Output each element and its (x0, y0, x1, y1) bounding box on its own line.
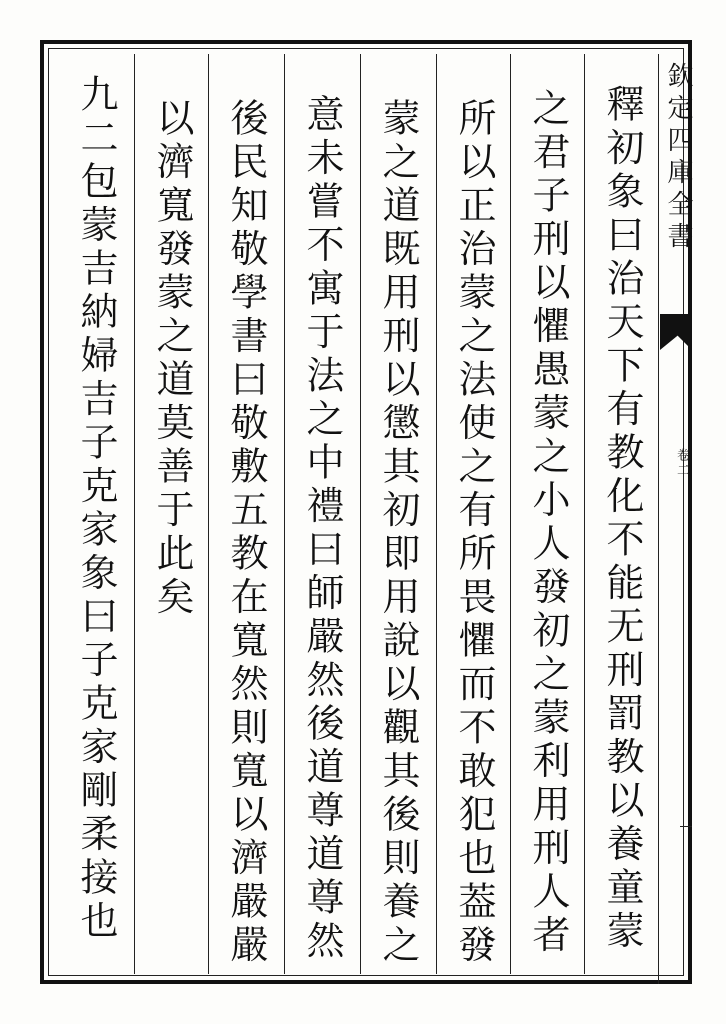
text-column-8 (60, 74, 132, 944)
text-column-1 (586, 84, 658, 954)
column-text: 蒙之道既用刑以懲其初即用說以觀其後則養之 (376, 98, 420, 968)
column-rule (360, 54, 361, 974)
text-column-5 (286, 94, 358, 964)
column-text: 釋初象曰治天下有教化不能无刑罰教以養童蒙 (600, 84, 644, 954)
column-rule (208, 54, 209, 974)
text-column-7 (136, 98, 208, 620)
column-text: 意未嘗不寓于法之中禮曰師嚴然後道尊道尊然 (300, 94, 344, 964)
column-rule (284, 54, 285, 974)
column-text: 九二包蒙吉納婦吉子克家象曰子克家剛柔接也 (74, 74, 118, 944)
column-rule (510, 54, 511, 974)
column-text: 之君子刑以懼愚蒙之小人發初之蒙利用刑人者 (526, 88, 570, 958)
column-rule (436, 54, 437, 974)
volume-label: 卷二 (674, 448, 689, 478)
text-column-6 (210, 98, 282, 968)
column-rule (584, 54, 585, 974)
column-text: 以濟寬發蒙之道莫善于此矣 (150, 98, 194, 620)
text-column-2 (512, 88, 584, 958)
text-column-4 (362, 98, 434, 968)
column-text: 後民知敬學書曰敬敷五教在寬然則寬以濟嚴嚴 (224, 98, 268, 968)
text-column-3 (438, 98, 510, 968)
column-rule (134, 54, 135, 974)
book-title: 欽定四庫全書 (663, 62, 693, 254)
margin-tick (680, 826, 692, 827)
column-text: 所以正治蒙之法使之有所畏懼而不敢犯也葢發 (452, 98, 496, 968)
